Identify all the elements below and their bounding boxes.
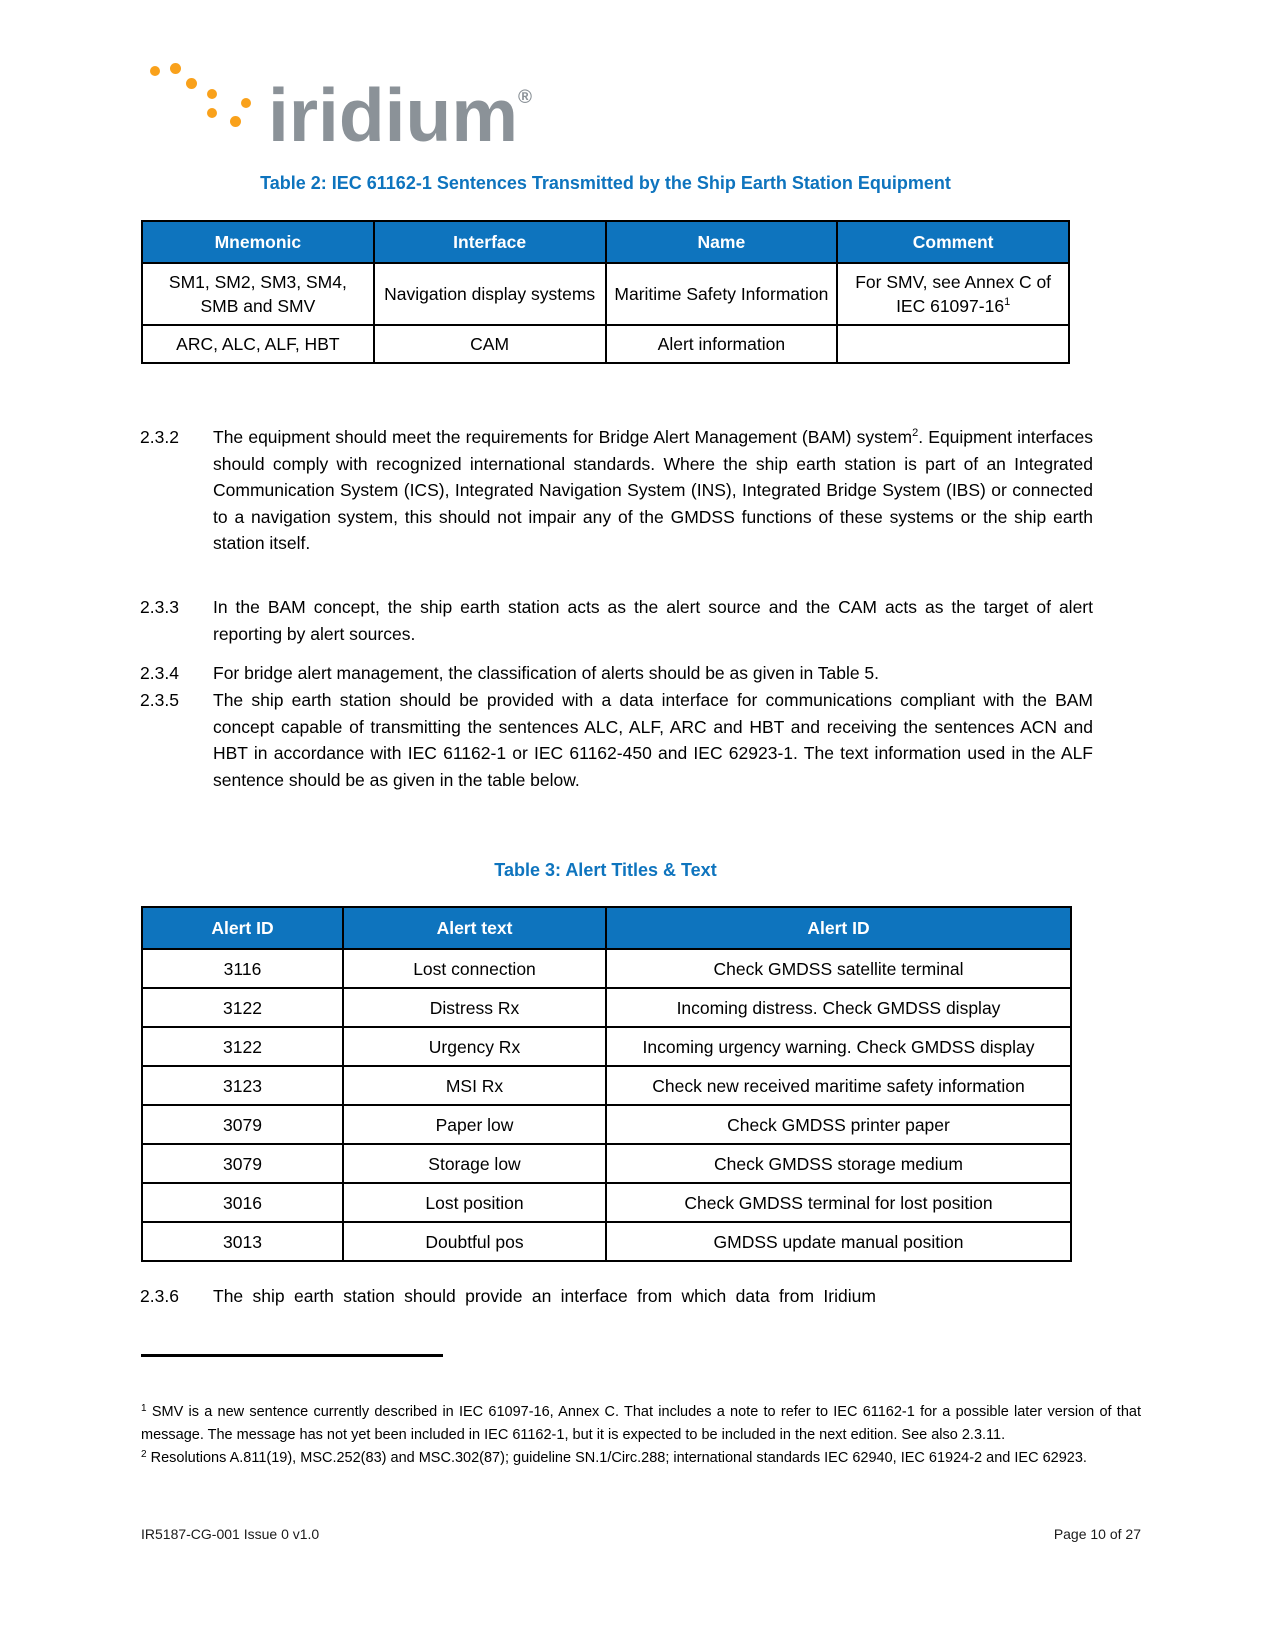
- cell-name: Maritime Safety Information: [606, 263, 838, 325]
- column-header-name: Name: [606, 221, 838, 263]
- registered-mark-icon: ®: [518, 87, 533, 108]
- cell-alert-detail: Check GMDSS satellite terminal: [606, 949, 1071, 988]
- section-2-3-4: [140, 660, 1093, 687]
- footnote-number: 1: [141, 1403, 147, 1414]
- section-number: 2.3.4: [140, 663, 179, 683]
- table-row: [142, 988, 1071, 1027]
- cell-mnemonic: ARC, ALC, ALF, HBT: [142, 325, 374, 363]
- cell-alert-id: 3016: [142, 1183, 343, 1222]
- section-2-3-5: [140, 687, 1093, 793]
- table3-alert-titles-text: [141, 906, 1072, 1262]
- table2-ship-earth-station-sentences: [141, 220, 1070, 364]
- cell-mnemonic: SM1, SM2, SM3, SM4, SMB and SMV: [142, 263, 374, 325]
- cell-alert-detail: Check new received maritime safety information: [606, 1066, 1071, 1105]
- cell-alert-detail: Incoming distress. Check GMDSS display: [606, 988, 1071, 1027]
- logo-dot: [170, 63, 181, 74]
- cell-alert-text: Storage low: [343, 1144, 606, 1183]
- table-row: [142, 1066, 1071, 1105]
- cell-alert-id: 3079: [142, 1105, 343, 1144]
- cell-alert-text: Lost position: [343, 1183, 606, 1222]
- cell-comment: For SMV, see Annex C of IEC 61097-16$^1$: [837, 263, 1069, 325]
- cell-comment: [837, 325, 1069, 363]
- column-header-alert-text: Alert text: [343, 907, 606, 949]
- table-row: [142, 325, 1069, 363]
- section-text: In the BAM concept, the ship earth station acts as the alert source and the CAM acts as the target of alert reporting by alert sources.: [213, 597, 1093, 644]
- table-row: [142, 1105, 1071, 1144]
- cell-alert-text: Lost connection: [343, 949, 606, 988]
- cell-alert-text: Urgency Rx: [343, 1027, 606, 1066]
- cell-alert-id: 3079: [142, 1144, 343, 1183]
- logo-dot: [230, 116, 241, 127]
- section-number: 2.3.2: [140, 427, 179, 447]
- table3-title: Table 3: Alert Titles & Text: [494, 860, 717, 880]
- document-id: IR5187-CG-001 Issue 0 v1.0: [141, 1526, 320, 1542]
- section-number: 2.3.3: [140, 597, 179, 617]
- iridium-logo: [140, 52, 560, 157]
- logo-dot: [241, 98, 251, 108]
- table2-title: Table 2: IEC 61162-1 Sentences Transmitted by the Ship Earth Station Equipment: [260, 173, 951, 193]
- cell-alert-text: Paper low: [343, 1105, 606, 1144]
- cell-alert-detail: GMDSS update manual position: [606, 1222, 1071, 1261]
- section-text: For bridge alert management, the classification of alerts should be as given in Table 5.: [213, 663, 880, 683]
- page-footer: [141, 1526, 1141, 1542]
- table-row: [142, 1183, 1071, 1222]
- footnote-number: 2: [141, 1449, 147, 1460]
- table3-header-row: [142, 907, 1071, 949]
- cell-alert-id: 3116: [142, 949, 343, 988]
- footnote-reference: 2: [912, 427, 919, 439]
- column-header-comment: Comment: [837, 221, 1069, 263]
- cell-alert-detail: Check GMDSS printer paper: [606, 1105, 1071, 1144]
- section-number: 2.3.6: [140, 1286, 179, 1306]
- table-row: [142, 949, 1071, 988]
- footnotes: [141, 1401, 1141, 1470]
- column-header-alert-id: Alert ID: [142, 907, 343, 949]
- table-row: [142, 1222, 1071, 1261]
- logo-dot: [207, 89, 217, 99]
- cell-alert-detail: Check GMDSS terminal for lost position: [606, 1183, 1071, 1222]
- logo-wordmark: iridium®: [268, 73, 533, 157]
- cell-name: Alert information: [606, 325, 838, 363]
- footnote-2: $^2$ Resolutions A.811(19), MSC.252(83) and MSC.302(87); guideline SN.1/Circ.288; international standards IEC 62940, IEC 61924-2 and IEC 62923.: [141, 1449, 1087, 1466]
- cell-alert-detail: Check GMDSS storage medium: [606, 1144, 1071, 1183]
- column-header-interface: Interface: [374, 221, 606, 263]
- section-2-3-3: [140, 594, 1093, 647]
- cell-alert-id: 3013: [142, 1222, 343, 1261]
- footnote-separator: [141, 1354, 443, 1357]
- cell-alert-id: 3123: [142, 1066, 343, 1105]
- page-number: Page 10 of 27: [1053, 1526, 1141, 1542]
- table-row: [142, 1027, 1071, 1066]
- section-2-3-2: [140, 424, 1093, 557]
- section-text: The equipment should meet the requirements for Bridge Alert Management (BAM) system$^2$. Equipment interfaces should comply with recognized international standards. Where the ship earth station is part of an Integrated Communication System (ICS), Integrated Navigation System (INS), Integrated Bridge System (IBS) or connected to a navigation system, this should not impair any of the GMDSS functions of these systems or the ship earth station itself.: [213, 427, 1093, 553]
- section-text: The ship earth station should be provided with a data interface for communications compliant with the BAM concept capable of transmitting the sentences ALC, ALF, ARC and HBT and receiving the sentences ACN and HBT in accordance with IEC 61162-1 or IEC 61162-450 and IEC 62923-1. The text information used in the ALF sentence should be as given in the table below.: [213, 690, 1093, 790]
- logo-dot: [186, 78, 197, 89]
- logo-dot: [150, 66, 160, 76]
- section-text: The ship earth station should provide an interface from which data from Iridium: [213, 1286, 876, 1306]
- column-header-mnemonic: Mnemonic: [142, 221, 374, 263]
- logo-dot: [207, 108, 217, 118]
- cell-alert-text: Distress Rx: [343, 988, 606, 1027]
- footnote-1: $^1$ SMV is a new sentence currently described in IEC 61097-16, Annex C. That includes a note to refer to IEC 61162-1 for a possible later version of that message. The message has not yet been included in IEC 61162-1, but it is expected to be included in the next edition. See also 2.3.11.: [141, 1403, 1141, 1443]
- table-row: [142, 1144, 1071, 1183]
- cell-interface: Navigation display systems: [374, 263, 606, 325]
- cell-alert-id: 3122: [142, 988, 343, 1027]
- table-row: [142, 263, 1069, 325]
- cell-alert-text: Doubtful pos: [343, 1222, 606, 1261]
- column-header-alert-id-2: Alert ID: [606, 907, 1071, 949]
- table2-header-row: [142, 221, 1069, 263]
- cell-alert-text: MSI Rx: [343, 1066, 606, 1105]
- section-2-3-6: [140, 1283, 1093, 1310]
- cell-alert-detail: Incoming urgency warning. Check GMDSS display: [606, 1027, 1071, 1066]
- section-number: 2.3.5: [140, 690, 179, 710]
- cell-alert-id: 3122: [142, 1027, 343, 1066]
- footnote-reference: 1: [1004, 296, 1011, 308]
- cell-interface: CAM: [374, 325, 606, 363]
